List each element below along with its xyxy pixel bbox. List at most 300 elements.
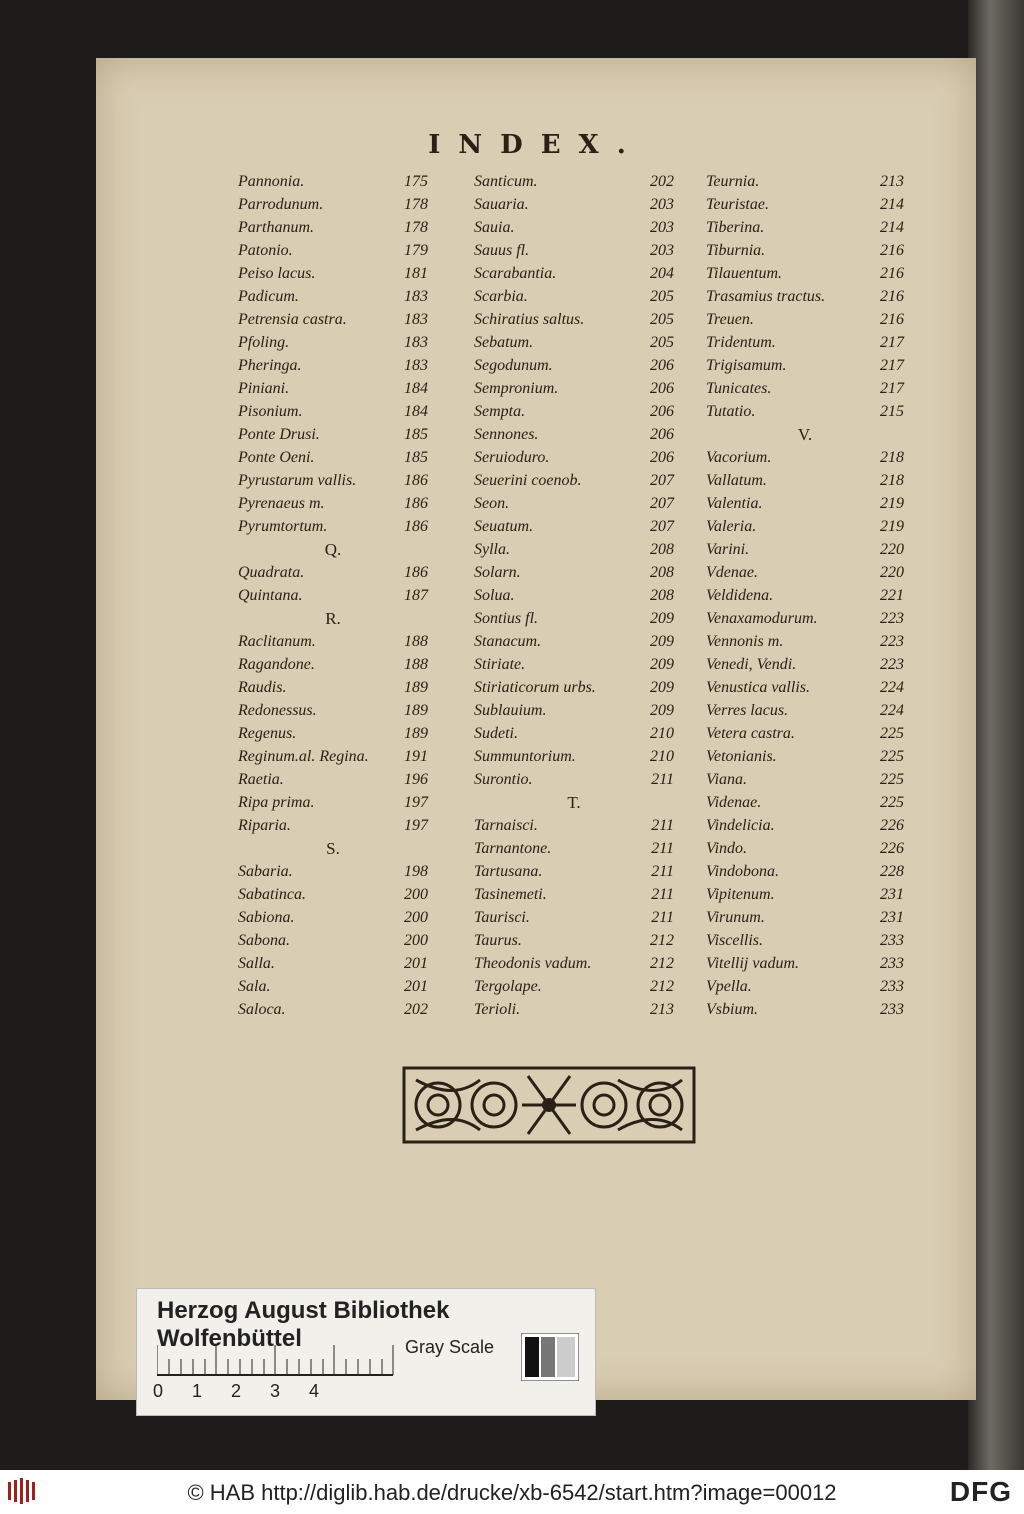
index-entry xyxy=(238,308,428,331)
entry-page-number: 183 xyxy=(404,288,428,305)
index-entry xyxy=(238,239,428,262)
index-entry xyxy=(474,699,674,722)
index-entry xyxy=(706,607,904,630)
index-entry xyxy=(474,975,674,998)
entry-name: Tasinemeti. xyxy=(474,886,547,903)
entry-name: Sempronium. xyxy=(474,380,559,397)
index-entry xyxy=(474,308,674,331)
entry-name: Redonessus. xyxy=(238,702,317,719)
index-entry xyxy=(706,584,904,607)
entry-name: Vetera castra. xyxy=(706,725,795,742)
entry-page-number: 206 xyxy=(650,403,674,420)
index-entry xyxy=(706,561,904,584)
entry-page-number: 231 xyxy=(880,886,904,903)
index-entry xyxy=(706,216,904,239)
index-entry xyxy=(706,699,904,722)
entry-page-number: 219 xyxy=(880,495,904,512)
entry-name: Seuerini coenob. xyxy=(474,472,582,489)
entry-name: Tarnantone. xyxy=(474,840,552,857)
index-entry xyxy=(474,492,674,515)
entry-name: Segodunum. xyxy=(474,357,553,374)
entry-page-number: 181 xyxy=(404,265,428,282)
entry-name: Viscellis. xyxy=(706,932,764,949)
entry-name: Quintana. xyxy=(238,587,303,604)
entry-name: Valeria. xyxy=(706,518,757,535)
index-entry xyxy=(238,883,428,906)
entry-page-number: 233 xyxy=(880,978,904,995)
entry-page-number: 216 xyxy=(880,288,904,305)
index-entry xyxy=(706,952,904,975)
entry-name: Salla. xyxy=(238,955,275,972)
entry-page-number: 225 xyxy=(880,771,904,788)
entry-page-number: 187 xyxy=(404,587,428,604)
index-entry xyxy=(706,929,904,952)
entry-name: Quadrata. xyxy=(238,564,305,581)
entry-name: Sylla. xyxy=(474,541,510,558)
entry-page-number: 197 xyxy=(404,794,428,811)
entry-page-number: 196 xyxy=(404,771,428,788)
index-entry xyxy=(474,630,674,653)
index-entry xyxy=(238,400,428,423)
entry-name: Teuristae. xyxy=(706,196,769,213)
entry-name: Scarabantia. xyxy=(474,265,557,282)
entry-name: Solarn. xyxy=(474,564,521,581)
entry-name: Sauaria. xyxy=(474,196,529,213)
entry-name: Piniani. xyxy=(238,380,290,397)
entry-name: Pfoling. xyxy=(238,334,290,351)
index-entry xyxy=(238,193,428,216)
index-entry xyxy=(238,492,428,515)
entry-page-number: 214 xyxy=(880,196,904,213)
index-entry xyxy=(238,998,428,1021)
entry-page-number: 221 xyxy=(880,587,904,604)
entry-page-number: 216 xyxy=(880,265,904,282)
entry-page-number: 211 xyxy=(651,886,674,903)
index-entry xyxy=(474,216,674,239)
section-letter: V. xyxy=(797,425,813,444)
entry-page-number: 207 xyxy=(650,472,674,489)
entry-page-number: 185 xyxy=(404,426,428,443)
entry-page-number: 207 xyxy=(650,518,674,535)
entry-page-number: 183 xyxy=(404,334,428,351)
ruler-digit: 1 xyxy=(192,1381,203,1401)
entry-name: Vindo. xyxy=(706,840,748,857)
index-entry xyxy=(474,653,674,676)
entry-page-number: 209 xyxy=(650,633,674,650)
entry-page-number: 211 xyxy=(651,840,674,857)
entry-page-number: 214 xyxy=(880,219,904,236)
section-letter: S. xyxy=(326,839,340,858)
entry-page-number: 217 xyxy=(880,357,904,374)
index-entry xyxy=(474,354,674,377)
entry-page-number: 188 xyxy=(404,656,428,673)
entry-page-number: 217 xyxy=(880,380,904,397)
entry-name: Stanacum. xyxy=(474,633,542,650)
entry-name: Sabatinca. xyxy=(238,886,306,903)
index-entry xyxy=(706,400,904,423)
entry-name: Viana. xyxy=(706,771,748,788)
entry-page-number: 209 xyxy=(650,679,674,696)
book-edge xyxy=(968,0,1024,1470)
entry-page-number: 231 xyxy=(880,909,904,926)
entry-name: Trigisamum. xyxy=(706,357,787,374)
index-column-1 xyxy=(238,170,428,1021)
entry-page-number: 210 xyxy=(650,725,674,742)
index-entry xyxy=(474,722,674,745)
index-entry xyxy=(706,768,904,791)
entry-name: Sontius fl. xyxy=(474,610,539,627)
entry-page-number: 217 xyxy=(880,334,904,351)
entry-page-number: 228 xyxy=(880,863,904,880)
index-entry xyxy=(238,285,428,308)
entry-page-number: 201 xyxy=(404,978,428,995)
entry-page-number: 218 xyxy=(880,449,904,466)
entry-name: Stiriaticorum urbs. xyxy=(474,679,596,696)
section-letter: R. xyxy=(325,609,341,628)
index-entry xyxy=(238,423,428,446)
tailpiece-ornament xyxy=(402,1066,696,1144)
entry-name: Pannonia. xyxy=(238,173,305,190)
ruler-icon xyxy=(157,1343,397,1377)
entry-name: Tiburnia. xyxy=(706,242,766,259)
index-entry xyxy=(474,584,674,607)
entry-name: Santicum. xyxy=(474,173,538,190)
index-entry xyxy=(238,653,428,676)
index-entry xyxy=(706,676,904,699)
entry-name: Taurus. xyxy=(474,932,522,949)
index-entry xyxy=(706,515,904,538)
entry-name: Vdenae. xyxy=(706,564,758,581)
index-column-2 xyxy=(474,170,674,1021)
entry-page-number: 207 xyxy=(650,495,674,512)
index-entry xyxy=(474,860,674,883)
entry-name: Sauus fl. xyxy=(474,242,530,259)
index-entry xyxy=(238,906,428,929)
index-section-heading xyxy=(238,837,428,860)
index-entry xyxy=(238,630,428,653)
index-entry xyxy=(238,814,428,837)
entry-name: Pyrustarum vallis. xyxy=(238,472,357,489)
index-entry xyxy=(474,561,674,584)
entry-page-number: 206 xyxy=(650,357,674,374)
entry-name: Seruioduro. xyxy=(474,449,550,466)
entry-page-number: 189 xyxy=(404,702,428,719)
entry-page-number: 186 xyxy=(404,472,428,489)
entry-page-number: 219 xyxy=(880,518,904,535)
entry-name: Vpella. xyxy=(706,978,752,995)
index-entry xyxy=(238,676,428,699)
index-entry xyxy=(474,607,674,630)
entry-name: Saloca. xyxy=(238,1001,286,1018)
entry-page-number: 209 xyxy=(650,656,674,673)
entry-page-number: 186 xyxy=(404,495,428,512)
entry-name: Raudis. xyxy=(238,679,287,696)
entry-name: Ripa prima. xyxy=(238,794,315,811)
entry-page-number: 183 xyxy=(404,311,428,328)
entry-page-number: 203 xyxy=(650,196,674,213)
gray-scale-card xyxy=(136,1288,596,1416)
index-entry xyxy=(474,423,674,446)
index-entry xyxy=(706,630,904,653)
entry-name: Tartusana. xyxy=(474,863,543,880)
entry-page-number: 178 xyxy=(404,196,428,213)
entry-page-number: 208 xyxy=(650,541,674,558)
entry-name: Videnae. xyxy=(706,794,762,811)
entry-page-number: 206 xyxy=(650,426,674,443)
index-entry xyxy=(706,814,904,837)
index-section-heading xyxy=(238,607,428,630)
index-entry xyxy=(238,929,428,952)
index-entry xyxy=(474,515,674,538)
index-entry xyxy=(706,722,904,745)
index-entry xyxy=(238,768,428,791)
index-entry xyxy=(474,331,674,354)
index-entry xyxy=(238,216,428,239)
entry-name: Verres lacus. xyxy=(706,702,789,719)
entry-page-number: 184 xyxy=(404,380,428,397)
entry-name: Tilauentum. xyxy=(706,265,783,282)
index-entry xyxy=(238,446,428,469)
entry-page-number: 191 xyxy=(404,748,428,765)
entry-name: Vipitenum. xyxy=(706,886,775,903)
entry-name: Raclitanum. xyxy=(238,633,316,650)
index-entry xyxy=(706,377,904,400)
index-entry xyxy=(474,446,674,469)
entry-name: Valentia. xyxy=(706,495,763,512)
entry-page-number: 200 xyxy=(404,886,428,903)
entry-page-number: 175 xyxy=(404,173,428,190)
entry-page-number: 212 xyxy=(650,955,674,972)
entry-name: Sabona. xyxy=(238,932,290,949)
entry-name: Schiratius saltus. xyxy=(474,311,585,328)
entry-page-number: 203 xyxy=(650,242,674,259)
entry-name: Tunicates. xyxy=(706,380,772,397)
index-entry xyxy=(474,469,674,492)
entry-page-number: 205 xyxy=(650,334,674,351)
entry-page-number: 189 xyxy=(404,679,428,696)
index-entry xyxy=(706,837,904,860)
entry-page-number: 203 xyxy=(650,219,674,236)
index-entry xyxy=(474,745,674,768)
entry-name: Seon. xyxy=(474,495,510,512)
entry-page-number: 198 xyxy=(404,863,428,880)
entry-page-number: 202 xyxy=(404,1001,428,1018)
entry-page-number: 205 xyxy=(650,311,674,328)
entry-page-number: 186 xyxy=(404,564,428,581)
index-entry xyxy=(706,653,904,676)
entry-page-number: 225 xyxy=(880,748,904,765)
index-entry xyxy=(238,860,428,883)
entry-page-number: 184 xyxy=(404,403,428,420)
entry-name: Tridentum. xyxy=(706,334,776,351)
index-entry xyxy=(474,998,674,1021)
entry-page-number: 185 xyxy=(404,449,428,466)
entry-name: Riparia. xyxy=(238,817,291,834)
index-entry xyxy=(474,193,674,216)
entry-name: Treuen. xyxy=(706,311,754,328)
entry-name: Scarbia. xyxy=(474,288,528,305)
entry-name: Vetonianis. xyxy=(706,748,777,765)
index-entry xyxy=(706,906,904,929)
index-entry xyxy=(706,239,904,262)
entry-page-number: 212 xyxy=(650,978,674,995)
entry-name: Petrensia castra. xyxy=(238,311,347,328)
entry-name: Solua. xyxy=(474,587,515,604)
index-entry xyxy=(474,929,674,952)
entry-name: Sudeti. xyxy=(474,725,518,742)
entry-name: Tarnaisci. xyxy=(474,817,538,834)
index-entry xyxy=(706,308,904,331)
entry-page-number: 178 xyxy=(404,219,428,236)
index-section-heading xyxy=(474,791,674,814)
entry-name: Vindelicia. xyxy=(706,817,775,834)
entry-name: Pisonium. xyxy=(238,403,303,420)
index-entry xyxy=(474,377,674,400)
entry-name: Padicum. xyxy=(238,288,299,305)
entry-name: Sennones. xyxy=(474,426,539,443)
entry-page-number: 211 xyxy=(651,817,674,834)
entry-page-number: 179 xyxy=(404,242,428,259)
section-letter: Q. xyxy=(324,540,342,559)
entry-page-number: 218 xyxy=(880,472,904,489)
entry-name: Stiriate. xyxy=(474,656,526,673)
entry-page-number: 215 xyxy=(880,403,904,420)
entry-page-number: 197 xyxy=(404,817,428,834)
index-entry xyxy=(706,170,904,193)
gray-scale-label: Gray Scale xyxy=(405,1337,495,1357)
entry-page-number: 233 xyxy=(880,1001,904,1018)
entry-page-number: 189 xyxy=(404,725,428,742)
ruler-digit: 4 xyxy=(309,1381,320,1401)
entry-name: Summuntorium. xyxy=(474,748,576,765)
entry-name: Venustica vallis. xyxy=(706,679,810,696)
index-entry xyxy=(238,354,428,377)
index-entry xyxy=(706,331,904,354)
entry-page-number: 208 xyxy=(650,564,674,581)
entry-name: Theodonis vadum. xyxy=(474,955,592,972)
index-entry xyxy=(474,262,674,285)
entry-page-number: 226 xyxy=(880,840,904,857)
entry-name: Sabiona. xyxy=(238,909,295,926)
ruler-digit: 3 xyxy=(270,1381,281,1401)
section-letter: T. xyxy=(567,793,581,812)
index-entry xyxy=(706,998,904,1021)
index-entry xyxy=(238,975,428,998)
dfg-logo: DFG xyxy=(949,1476,1012,1507)
index-entry xyxy=(238,745,428,768)
index-entry xyxy=(238,262,428,285)
index-entry xyxy=(706,538,904,561)
entry-name: Sauia. xyxy=(474,219,515,236)
index-entry xyxy=(474,768,674,791)
entry-name: Vallatum. xyxy=(706,472,767,489)
index-entry xyxy=(474,538,674,561)
index-entry xyxy=(706,791,904,814)
index-entry xyxy=(706,285,904,308)
entry-name: Seuatum. xyxy=(474,518,534,535)
entry-page-number: 224 xyxy=(880,702,904,719)
index-entry xyxy=(474,239,674,262)
entry-page-number: 200 xyxy=(404,909,428,926)
entry-name: Sabaria. xyxy=(238,863,293,880)
entry-name: Virunum. xyxy=(706,909,765,926)
entry-name: Varini. xyxy=(706,541,750,558)
entry-name: Ponte Drusi. xyxy=(238,426,320,443)
index-entry xyxy=(238,331,428,354)
entry-page-number: 209 xyxy=(650,702,674,719)
index-entry xyxy=(706,469,904,492)
entry-page-number: 223 xyxy=(880,610,904,627)
entry-name: Pyrumtortum. xyxy=(238,518,328,535)
entry-page-number: 208 xyxy=(650,587,674,604)
index-entry xyxy=(238,469,428,492)
entry-name: Veldidena. xyxy=(706,587,774,604)
index-entry xyxy=(474,883,674,906)
entry-page-number: 186 xyxy=(404,518,428,535)
index-entry xyxy=(706,883,904,906)
index-entry xyxy=(706,262,904,285)
entry-page-number: 225 xyxy=(880,794,904,811)
index-entry xyxy=(238,377,428,400)
entry-name: Venedi, Vendi. xyxy=(706,656,797,673)
index-entry xyxy=(238,699,428,722)
entry-page-number: 209 xyxy=(650,610,674,627)
entry-page-number: 205 xyxy=(650,288,674,305)
entry-name: Vsbium. xyxy=(706,1001,758,1018)
book-page xyxy=(96,58,976,1400)
index-column-3 xyxy=(706,170,904,1021)
entry-name: Regenus. xyxy=(238,725,297,742)
ruler-digit: 2 xyxy=(231,1381,242,1401)
entry-page-number: 211 xyxy=(651,909,674,926)
entry-name: Vennonis m. xyxy=(706,633,784,650)
entry-page-number: 223 xyxy=(880,656,904,673)
index-entry xyxy=(238,170,428,193)
entry-page-number: 206 xyxy=(650,449,674,466)
entry-page-number: 233 xyxy=(880,955,904,972)
entry-page-number: 226 xyxy=(880,817,904,834)
entry-name: Ponte Oeni. xyxy=(238,449,315,466)
entry-name: Teurnia. xyxy=(706,173,760,190)
entry-name: Sala. xyxy=(238,978,271,995)
entry-name: Sebatum. xyxy=(474,334,534,351)
entry-page-number: 212 xyxy=(650,932,674,949)
index-entry xyxy=(474,814,674,837)
entry-page-number: 220 xyxy=(880,564,904,581)
entry-page-number: 223 xyxy=(880,633,904,650)
entry-name: Surontio. xyxy=(474,771,533,788)
footer-bar xyxy=(0,1470,1024,1514)
entry-name: Parrodunum. xyxy=(238,196,324,213)
entry-name: Reginum.al. Regina. xyxy=(238,748,369,765)
entry-page-number: 216 xyxy=(880,311,904,328)
index-entry xyxy=(706,745,904,768)
footer-url[interactable]: © HAB http://diglib.hab.de/drucke/xb-6542/start.htm?image=00012 xyxy=(187,1480,837,1505)
entry-name: Trasamius tractus. xyxy=(706,288,826,305)
entry-page-number: 201 xyxy=(404,955,428,972)
entry-name: Pheringa. xyxy=(238,357,302,374)
entry-page-number: 216 xyxy=(880,242,904,259)
entry-page-number: 188 xyxy=(404,633,428,650)
index-entry xyxy=(238,791,428,814)
ruler-digit: 0 xyxy=(153,1381,164,1401)
entry-name: Tergolape. xyxy=(474,978,542,995)
index-entry xyxy=(238,515,428,538)
entry-page-number: 200 xyxy=(404,932,428,949)
entry-name: Ragandone. xyxy=(238,656,315,673)
index-entry xyxy=(706,446,904,469)
index-entry xyxy=(238,952,428,975)
